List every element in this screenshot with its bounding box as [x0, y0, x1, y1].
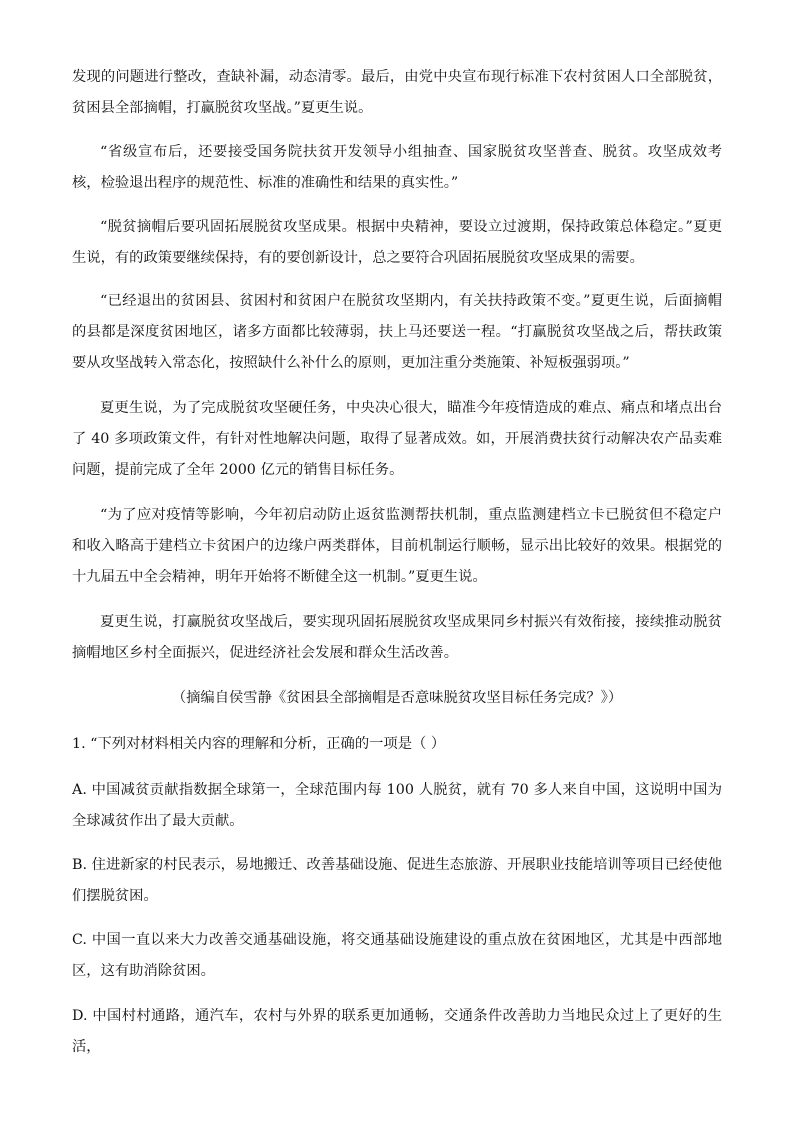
question-stem: 1. “下列对材料相关内容的理解和分析，正确的一项是（ ）: [72, 736, 446, 752]
paragraph-rural-revitalization: 夏更生说，打赢脱贫攻坚战后，要实现巩固拓展脱贫攻坚成果同乡村振兴有效衔接，接续推动脱贫摘帽地区乡村全面振兴，促进经济社会发展和群众生活改善。: [72, 614, 722, 661]
paragraph-quote-exited-counties: “已经退出的贫困县、贫困村和贫困户在脱贫攻坚期内，有关扶持政策不变。”夏更生说，后面摘帽的县都是深度贫困地区，诸多方面都比较薄弱，扶上马还要送一程。“打赢脱贫攻坚战之后，帮扶政策要从攻坚战转入常态化，按照缺什么补什么的原则，更加注重分类施策、补短板强弱项。”: [72, 293, 722, 371]
paragraph-quote-post-exit: “脱贫摘帽后要巩固拓展脱贫攻坚成果。根据中央精神，要设立过渡期，保持政策总体稳定。”夏更生说，有的政策要继续保持，有的要创新设计，总之要符合巩固拓展脱贫攻坚成果的需要。: [72, 219, 722, 266]
paragraph-quote-provincial: “省级宣布后，还要接受国务院扶贫开发领导小组抽查、国家脱贫攻坚普查、脱贫。攻坚成效考核，检验退出程序的规范性、标准的准确性和结果的真实性。”: [72, 144, 722, 191]
option-d: D. 中国村村通路，通汽车，农村与外界的联系更加通畅，交通条件改善助力当地民众过上了更好的生活，: [72, 1008, 722, 1055]
paragraph-continuation: 发现的问题进行整改，查缺补漏，动态清零。最后，由党中央宣布现行标准下农村贫困人口全部脱贫，贫困县全部摘帽，打赢脱贫攻坚战。”夏更生说。: [72, 69, 722, 116]
source-citation: （摘编自侯雪静《贫困县全部摘帽是否意味脱贫攻坚目标任务完成？》）: [171, 690, 623, 706]
option-a: A. 中国减贫贡献指数据全球第一，全球范围内每 100 人脱贫，就有 70 多人来自中国，这说明中国为全球减贫作出了最大贡献。: [72, 782, 722, 829]
option-b: B. 住进新家的村民表示，易地搬迁、改善基础设施、促进生态旅游、开展职业技能培训等项目已经使他们摆脱贫困。: [72, 857, 722, 904]
option-c: C. 中国一直以来大力改善交通基础设施，将交通基础设施建设的重点放在贫困地区，尤其是中西部地区，这有助消除贫困。: [72, 932, 722, 979]
paragraph-monitoring-mechanism: “为了应对疫情等影响，今年初启动防止返贫监测帮扶机制，重点监测建档立卡已脱贫但不稳定户和收入略高于建档立卡贫困户的边缘户两类群体，目前机制运行顺畅，显示出比较好的效果。根据党的十九届五中全会精神，明年开始将不断健全这一机制。”夏更生说。: [72, 507, 722, 585]
paragraph-policy-documents: 夏更生说，为了完成脱贫攻坚硬任务，中央决心很大，瞄准今年疫情造成的难点、痛点和堵点出台了 40 多项政策文件，有针对性地解决问题，取得了显著成效。如，开展消费扶贫行动解决农产品卖难问题，提前完成了全年 2000 亿元的销售目标任务。: [72, 400, 722, 478]
